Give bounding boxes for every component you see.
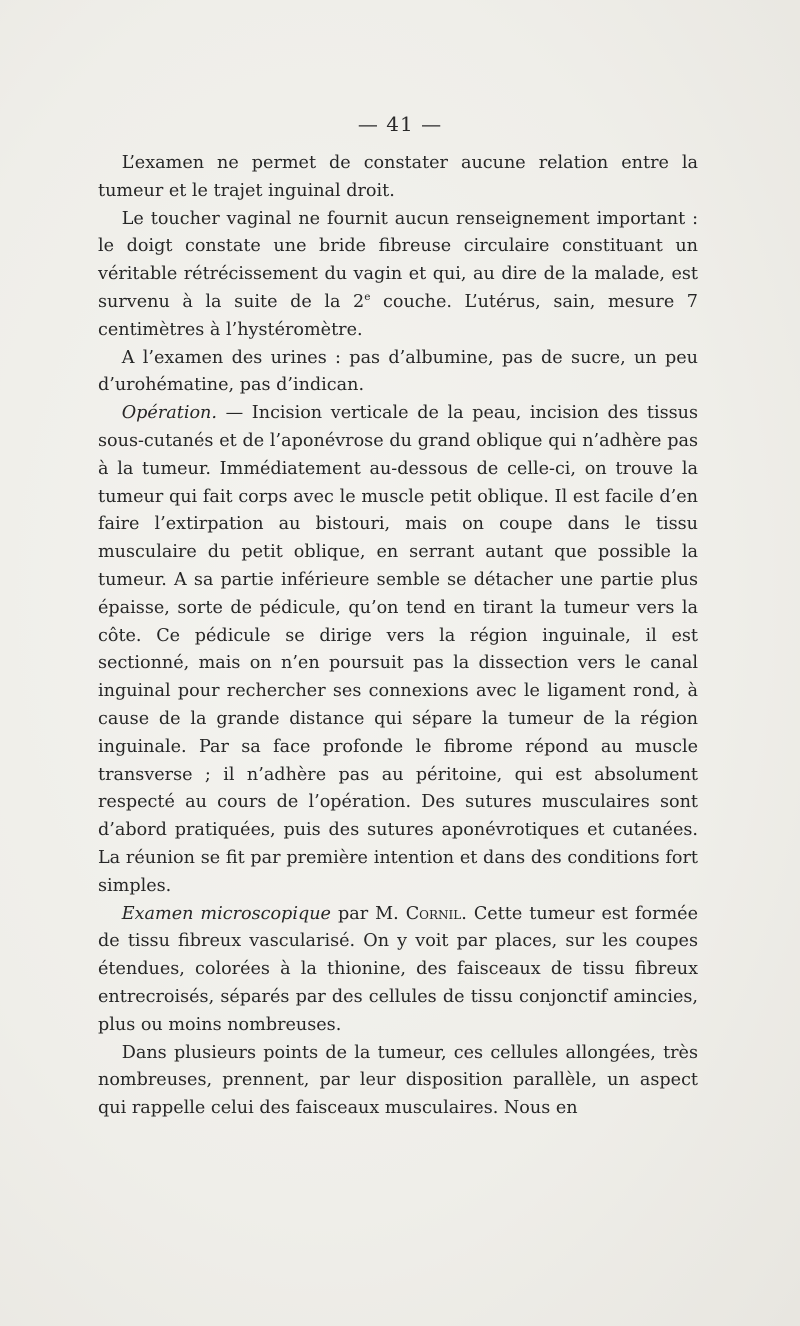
microscopic-heading: Examen microscopique bbox=[121, 903, 331, 924]
page-number: — 41 — bbox=[357, 112, 443, 136]
paragraph-toucher-text-b: couche. L’utérus, sain, mesure 7 centimètres à l’hystéromètre. bbox=[98, 291, 698, 340]
paragraph-examen-relation: L’examen ne permet de constater aucune relation entre la tumeur et le trajet inguinal droit. bbox=[98, 153, 698, 201]
paragraph-operation bbox=[98, 400, 698, 900]
author-name: Cornil bbox=[405, 903, 462, 924]
paragraph-toucher-text-a: Le toucher vaginal ne fournit aucun renseignement important : le doigt constate une bride fibreuse circulaire constituant un véritable rétrécissement du vagin et qui, au dire de la malade, est survenu à la suite de la 2 bbox=[98, 208, 698, 312]
microscopic-text: . Cette tumeur est formée de tissu fibreux vascularisé. On y voit par places, sur les coupes étendues, colorées à la thionine, des faisceaux de tissu fibreux entrecroisés, séparés par des cellules de tissu conjonctif amincies, plus ou moins nombreuses. bbox=[98, 903, 699, 1035]
paragraph-examen-microscopique bbox=[98, 901, 698, 1040]
operation-text: — Incision verticale de la peau, incision des tissus sous-cutanés et de l’aponévrose du grand oblique qui n’adhère pas à la tumeur. Immédiatement au-dessous de celle-ci, on trouve la tumeur qui fait corps avec le muscle petit oblique. Il est facile d’en faire l’extirpation au bistouri, mais on coupe dans le tissu musculaire du petit oblique, en serrant autant que possible la tumeur. A sa partie inférieure semble se détacher une partie plus épaisse, sorte de pédicule, qu’on tend en tirant la tumeur vers la côte. Ce pédicule se dirige vers la région inguinale, il est sectionné, mais on n’en poursuit pas la dissection vers le canal inguinal pour rechercher ses connexions avec le ligament rond, à cause de la grande distance qui sépare la tumeur de la région inguinale. Par sa face profonde le fibrome répond au muscle transverse ; il n’adhère pas au péritoine, qui est absolument respecté au cours de l’opération. Des sutures musculaires sont d’abord pratiquées, puis des sutures aponévrotiques et cutanées. La réunion se fit par première intention et dans des conditions fort simples. bbox=[98, 403, 698, 896]
body-text bbox=[98, 150, 698, 1123]
paragraph-toucher-vaginal bbox=[98, 206, 698, 345]
paragraph-urines: A l’examen des urines : pas d’albumine, pas de sucre, un peu d’urohématine, pas d’indican. bbox=[98, 347, 698, 396]
superscript-e: e bbox=[364, 291, 371, 304]
paragraph-cellules: Dans plusieurs points de la tumeur, ces cellules allongées, très nombreuses, prennent, par leur disposition parallèle, un aspect qui rappelle celui des faisceaux musculaires. Nous en bbox=[98, 1042, 698, 1119]
microscopic-par: par M. bbox=[330, 903, 406, 924]
operation-heading: Opération. bbox=[121, 403, 217, 424]
